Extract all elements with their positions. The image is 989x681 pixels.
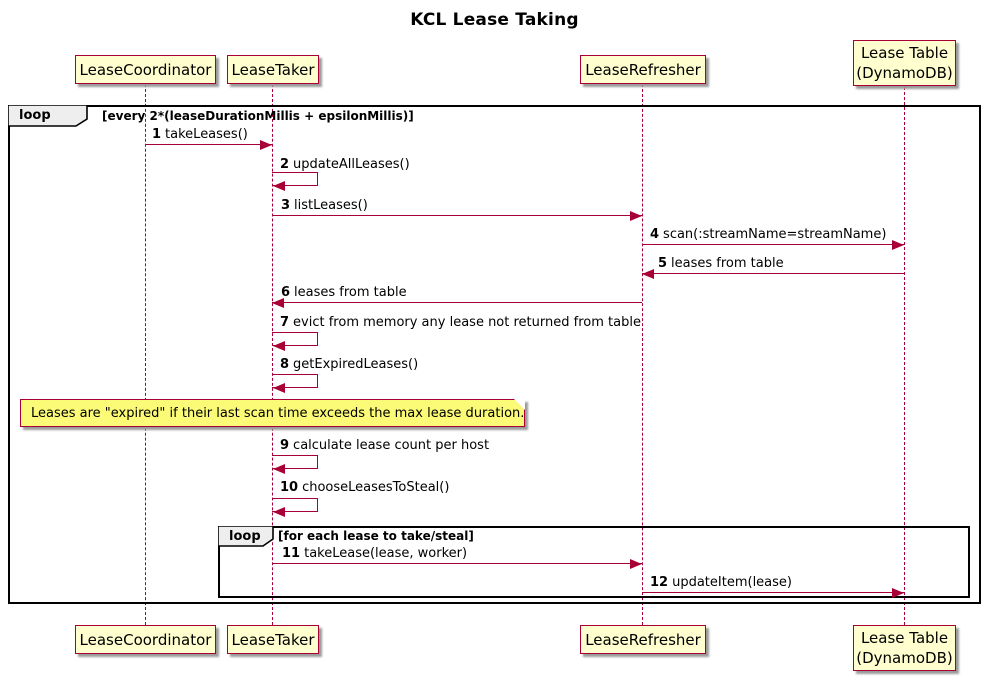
message-label-3: 3 listLeases(): [281, 198, 368, 213]
message-label-8: 8 getExpiredLeases(): [280, 357, 419, 372]
participant-label: LeaseRefresher: [585, 60, 701, 79]
message-label-6: 6 leases from table: [281, 285, 407, 300]
participant-bottom-lease-taker: [227, 625, 319, 654]
message-arrow-4: [642, 244, 904, 245]
inner-loop-keyword: loop: [229, 529, 261, 544]
participant-label: LeaseCoordinator: [79, 60, 212, 79]
message-label-7: 7 evict from memory any lease not returned from table: [280, 315, 641, 330]
note-text: Leases are "expired" if their last scan time exceeds the max lease duration.: [31, 405, 525, 421]
message-label-5: 5 leases from table: [658, 256, 784, 271]
message-arrow-3: [272, 215, 642, 216]
arrowhead-1: [260, 140, 272, 150]
participant-label-line2: (DynamoDB): [856, 64, 953, 82]
arrowhead-7: [273, 341, 285, 351]
participant-label: Lease Table: [860, 44, 949, 62]
message-label-9: 9 calculate lease count per host: [280, 438, 490, 453]
note-fold-corner: [514, 399, 525, 410]
participant-label: Lease Table: [860, 629, 949, 647]
arrowhead-12: [892, 588, 904, 598]
arrowhead-10: [273, 507, 285, 517]
participant-top-lease-refresher: [580, 55, 706, 84]
message-arrow-6: [272, 302, 642, 303]
arrowhead-8: [273, 383, 285, 393]
participant-top-lease-taker: [227, 55, 319, 84]
outer-loop-condition: [every 2*(leaseDurationMillis + epsilonMillis)]: [102, 109, 414, 123]
message-label-10: 10 chooseLeasesToSteal(): [280, 480, 450, 495]
diagram-title: KCL Lease Taking: [410, 10, 579, 30]
arrowhead-11: [630, 559, 642, 569]
participant-bottom-lease-coordinator: [75, 625, 216, 654]
message-arrow-1: [145, 144, 272, 145]
outer-loop-keyword: loop: [19, 108, 51, 123]
participant-top-lease-table: [853, 40, 956, 86]
participant-label: LeaseCoordinator: [79, 630, 212, 649]
message-arrow-12: [642, 592, 904, 593]
arrowhead-2: [273, 181, 285, 191]
arrowhead-6: [272, 298, 284, 308]
message-label-2: 2 updateAllLeases(): [280, 157, 410, 172]
note-expired-leases: [20, 399, 525, 427]
participant-label: LeaseTaker: [231, 60, 315, 79]
message-label-12: 12 updateItem(lease): [650, 575, 792, 590]
arrowhead-4: [892, 240, 904, 250]
message-arrow-5: [642, 273, 904, 274]
arrowhead-9: [273, 464, 285, 474]
message-label-11: 11 takeLease(lease, worker): [282, 546, 468, 561]
message-label-4: 4 scan(:streamName=streamName): [650, 227, 887, 242]
participant-top-lease-coordinator: [75, 55, 216, 84]
participant-bottom-lease-refresher: [580, 625, 706, 654]
participant-label: LeaseRefresher: [585, 630, 701, 649]
inner-loop-condition: [for each lease to take/steal]: [278, 529, 474, 543]
message-label-1: 1 takeLeases(): [152, 127, 248, 142]
participant-label-line2: (DynamoDB): [856, 649, 953, 667]
message-arrow-11: [272, 563, 642, 564]
arrowhead-3: [630, 211, 642, 221]
participant-bottom-lease-table: [853, 625, 956, 671]
participant-label: LeaseTaker: [231, 630, 315, 649]
arrowhead-5: [642, 269, 654, 279]
